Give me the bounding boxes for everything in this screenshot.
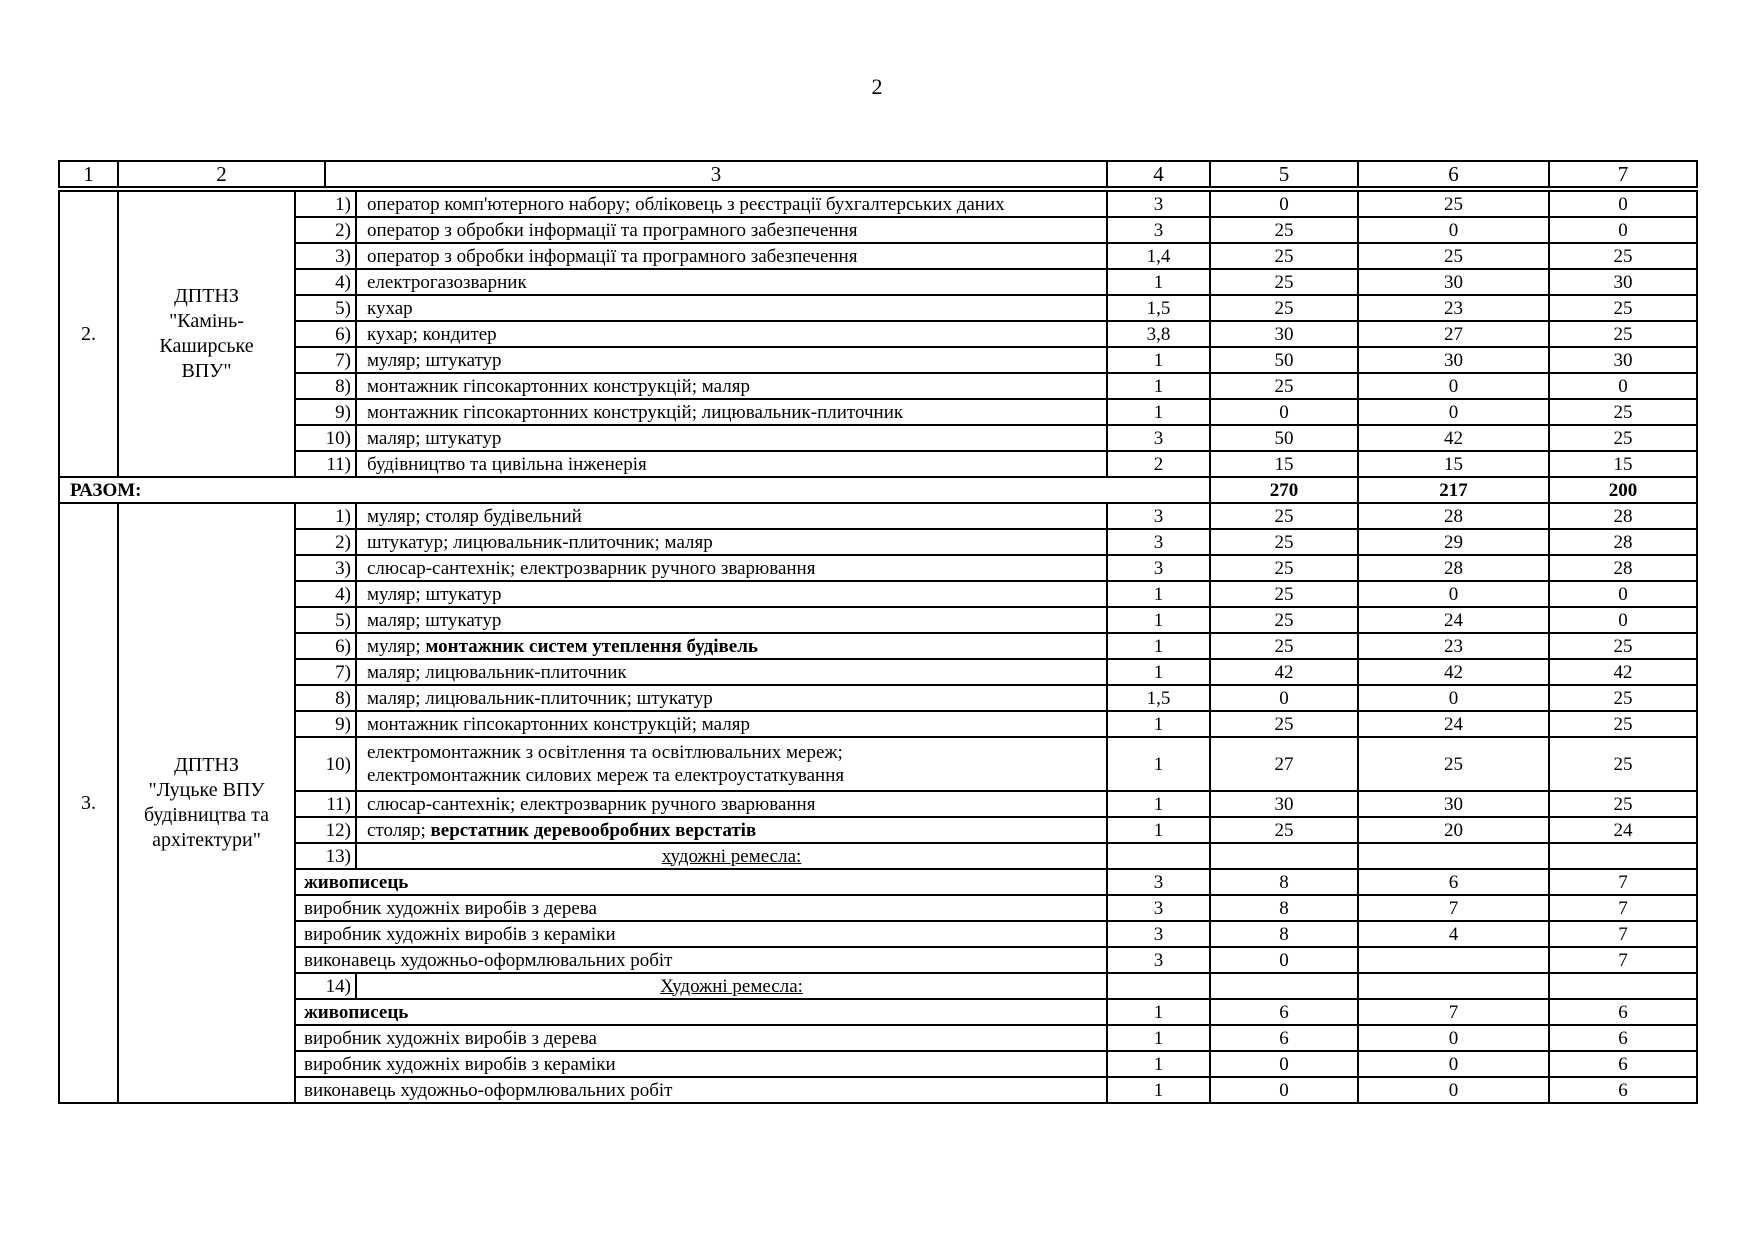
- cell-col-4: 1: [1107, 711, 1210, 737]
- cell-col-4: 3: [1107, 189, 1210, 217]
- cell-col-5: 25: [1210, 711, 1358, 737]
- profession-text: [356, 425, 1107, 451]
- profession-name: оператор з обробки інформації та програмного забезпечення: [367, 245, 858, 267]
- institution-name-line: ВПУ": [181, 360, 232, 382]
- profession-text: [356, 243, 1107, 269]
- cell-col-5: 0: [1210, 189, 1358, 217]
- cell-col-5: 15: [1210, 451, 1358, 477]
- profession-text: [356, 529, 1107, 555]
- section-number: 3.: [59, 503, 118, 1103]
- profession-name-bold: верстатник деревообробних верстатів: [430, 819, 757, 841]
- profession-name: будівництво та цивільна інженерія: [367, 453, 647, 475]
- cell-col-6: 24: [1358, 711, 1549, 737]
- item-number: 9): [295, 711, 356, 737]
- table-row: [59, 321, 1697, 347]
- cell-col-7: 25: [1549, 791, 1697, 817]
- cell-col-7: 6: [1549, 1025, 1697, 1051]
- sub-row: [59, 999, 1697, 1025]
- cell-col-5: 0: [1210, 685, 1358, 711]
- sub-row: [59, 1025, 1697, 1051]
- profession-text: [356, 295, 1107, 321]
- cell-col-4: 3: [1107, 503, 1210, 529]
- cell-col-4: 1: [1107, 633, 1210, 659]
- cell-col-7: 25: [1549, 295, 1697, 321]
- cell-col-4: 1: [1107, 399, 1210, 425]
- profession-name: слюсар-сантехнік; електрозварник ручного зварювання: [367, 793, 816, 815]
- cell-col-7: 24: [1549, 817, 1697, 843]
- cell-col-7: 0: [1549, 189, 1697, 217]
- cell-col-7: 0: [1549, 581, 1697, 607]
- profession-text: [356, 321, 1107, 347]
- profession-name: маляр; лицювальник-плиточник: [367, 661, 627, 683]
- column-number-header-row: [59, 161, 1697, 189]
- total-row: [59, 477, 1697, 503]
- profession-name: кухар; кондитер: [367, 323, 497, 345]
- header-col-2: 2: [118, 161, 325, 189]
- cell-col-5: 6: [1210, 1025, 1358, 1051]
- profession-text: [356, 791, 1107, 817]
- cell-col-4: 3: [1107, 895, 1210, 921]
- table-row: [59, 791, 1697, 817]
- profession-name: монтажник гіпсокартонних конструкцій; лицювальник-плиточник: [367, 401, 904, 423]
- total-col-6: 217: [1358, 477, 1549, 503]
- sub-row: [59, 921, 1697, 947]
- institution-name-line: "Луцьке ВПУ: [148, 779, 265, 801]
- cell-col-7: 25: [1549, 711, 1697, 737]
- table-row: [59, 607, 1697, 633]
- item-number: 14): [295, 973, 356, 999]
- cell-col-5: 30: [1210, 791, 1358, 817]
- page-number: 2: [871, 74, 883, 99]
- profession-text: [356, 399, 1107, 425]
- cell-col-6: 27: [1358, 321, 1549, 347]
- cell-col-5: 25: [1210, 503, 1358, 529]
- cell-col-5: 25: [1210, 555, 1358, 581]
- cell-col-7: 30: [1549, 347, 1697, 373]
- item-number: 4): [295, 581, 356, 607]
- group-title-cell: [356, 843, 1107, 869]
- cell-col-7: 6: [1549, 1077, 1697, 1103]
- profession-name: монтажник гіпсокартонних конструкцій; маляр: [367, 713, 750, 735]
- profession-text: [356, 711, 1107, 737]
- cell-col-5: 0: [1210, 399, 1358, 425]
- cell-col-6: 7: [1358, 999, 1549, 1025]
- cell-col-4: 1: [1107, 373, 1210, 399]
- cell-col-7: 25: [1549, 633, 1697, 659]
- cell-col-7: 30: [1549, 269, 1697, 295]
- cell-col-4: 1,5: [1107, 295, 1210, 321]
- header-col-6: 6: [1358, 161, 1549, 189]
- cell-col-6: 30: [1358, 347, 1549, 373]
- cell-col-6: 0: [1358, 1025, 1549, 1051]
- cell-col-6: 25: [1358, 243, 1549, 269]
- item-number: 4): [295, 269, 356, 295]
- profession-text: [356, 737, 1107, 791]
- cell-col-6: 4: [1358, 921, 1549, 947]
- item-number: 8): [295, 373, 356, 399]
- header-col-3: 3: [325, 161, 1107, 189]
- cell-col-4: 2: [1107, 451, 1210, 477]
- table-row: [59, 711, 1697, 737]
- profession-name: оператор з обробки інформації та програмного забезпечення: [367, 219, 858, 241]
- profession-text: [356, 189, 1107, 217]
- cell-col-4: 3: [1107, 425, 1210, 451]
- table-body: [59, 161, 1697, 1103]
- table-row: [59, 581, 1697, 607]
- item-number: 1): [295, 503, 356, 529]
- cell-col-5: 0: [1210, 947, 1358, 973]
- institution-name-line: "Камінь-: [169, 310, 244, 332]
- table-row: [59, 295, 1697, 321]
- cell-col-5: 50: [1210, 425, 1358, 451]
- sub-profession-name: виконавець художньо-оформлювальних робіт: [295, 1077, 1107, 1103]
- cell-col-5: 25: [1210, 817, 1358, 843]
- cell-col-7: 42: [1549, 659, 1697, 685]
- cell-col-5: 25: [1210, 581, 1358, 607]
- cell-col-7: 28: [1549, 555, 1697, 581]
- cell-col-5: 50: [1210, 347, 1358, 373]
- group-header-row: [59, 843, 1697, 869]
- total-col-7: 200: [1549, 477, 1697, 503]
- item-number: 7): [295, 347, 356, 373]
- cell-col-4: 1: [1107, 999, 1210, 1025]
- table-row: [59, 817, 1697, 843]
- cell-col-4: 1: [1107, 1051, 1210, 1077]
- header-col-4: 4: [1107, 161, 1210, 189]
- cell-col-4: 3: [1107, 869, 1210, 895]
- profession-name: маляр; лицювальник-плиточник; штукатур: [367, 687, 713, 709]
- institution-name-line: ДПТНЗ: [174, 285, 239, 307]
- cell-col-6: 42: [1358, 425, 1549, 451]
- cell-col-5: 0: [1210, 1077, 1358, 1103]
- cell-col-7: 0: [1549, 217, 1697, 243]
- item-number: 6): [295, 633, 356, 659]
- profession-name: кухар: [367, 297, 413, 319]
- cell-col-6: 28: [1358, 555, 1549, 581]
- table-row: [59, 189, 1697, 217]
- sub-profession-name: живописець: [295, 869, 1107, 895]
- item-number: 10): [295, 425, 356, 451]
- institution-name-line: будівництва та: [143, 804, 270, 826]
- group-title: Художні ремесла:: [660, 975, 803, 997]
- item-number: 1): [295, 189, 356, 217]
- table-row: [59, 659, 1697, 685]
- profession-name: маляр; штукатур: [367, 427, 502, 449]
- cell-col-7: 25: [1549, 425, 1697, 451]
- cell-col-4: 1: [1107, 607, 1210, 633]
- cell-col-4: 3: [1107, 947, 1210, 973]
- item-number: 5): [295, 295, 356, 321]
- cell-col-5: 25: [1210, 269, 1358, 295]
- cell-col-5: 30: [1210, 321, 1358, 347]
- cell-col-5: 25: [1210, 243, 1358, 269]
- sub-row: [59, 895, 1697, 921]
- cell-col-6: 30: [1358, 791, 1549, 817]
- profession-text: [356, 607, 1107, 633]
- cell-col-7: 7: [1549, 895, 1697, 921]
- header-col-1: 1: [59, 161, 118, 189]
- table-row: [59, 217, 1697, 243]
- cell-col-6: 30: [1358, 269, 1549, 295]
- profession-line-2: електромонтажник силових мереж та електроустаткування: [367, 765, 845, 786]
- table-row: [59, 399, 1697, 425]
- cell-col-6: 6: [1358, 869, 1549, 895]
- sub-profession-name: живописець: [295, 999, 1107, 1025]
- cell-col-5: 6: [1210, 999, 1358, 1025]
- table-row: [59, 451, 1697, 477]
- profession-text: [356, 269, 1107, 295]
- cell-col-7: 28: [1549, 529, 1697, 555]
- cell-col-4: 1: [1107, 1077, 1210, 1103]
- cell-col-7: 6: [1549, 999, 1697, 1025]
- cell-col-7: 25: [1549, 321, 1697, 347]
- cell-col-7: 25: [1549, 685, 1697, 711]
- cell-col-4: 3: [1107, 921, 1210, 947]
- profession-text: [356, 373, 1107, 399]
- table-row: [59, 555, 1697, 581]
- cell-col-7: 15: [1549, 451, 1697, 477]
- cell-col-5: 8: [1210, 921, 1358, 947]
- header-col-5: 5: [1210, 161, 1358, 189]
- cell-col-7: 6: [1549, 1051, 1697, 1077]
- table-row: [59, 737, 1697, 791]
- item-number: 3): [295, 243, 356, 269]
- cell-col-5: 25: [1210, 373, 1358, 399]
- profession-text: [356, 503, 1107, 529]
- group-header-row: [59, 973, 1697, 999]
- cell-col-7: 7: [1549, 869, 1697, 895]
- table-row: [59, 529, 1697, 555]
- cell-col-7: 7: [1549, 921, 1697, 947]
- cell-col-7: 0: [1549, 373, 1697, 399]
- profession-name: муляр; штукатур: [367, 583, 502, 605]
- sub-row: [59, 947, 1697, 973]
- item-number: 7): [295, 659, 356, 685]
- cell-col-5: 8: [1210, 895, 1358, 921]
- cell-col-7: [1549, 843, 1697, 869]
- cell-col-6: 0: [1358, 399, 1549, 425]
- cell-col-6: 0: [1358, 685, 1549, 711]
- sub-profession-name: виконавець художньо-оформлювальних робіт: [295, 947, 1107, 973]
- table-row: [59, 425, 1697, 451]
- profession-name: оператор комп'ютерного набору; обліковець з реєстрації бухгалтерських даних: [367, 193, 1005, 215]
- table-row: [59, 633, 1697, 659]
- sub-profession-name: виробник художніх виробів з кераміки: [295, 921, 1107, 947]
- group-title: художні ремесла:: [661, 845, 802, 867]
- item-number: 12): [295, 817, 356, 843]
- profession-text: [356, 217, 1107, 243]
- cell-col-4: 3,8: [1107, 321, 1210, 347]
- profession-name: слюсар-сантехнік; електрозварник ручного зварювання: [367, 557, 816, 579]
- cell-col-6: 29: [1358, 529, 1549, 555]
- cell-col-4: 1: [1107, 269, 1210, 295]
- cell-col-7: 25: [1549, 737, 1697, 791]
- table-row: [59, 269, 1697, 295]
- cell-col-4: 1: [1107, 1025, 1210, 1051]
- cell-col-6: 24: [1358, 607, 1549, 633]
- cell-col-4: 1: [1107, 659, 1210, 685]
- profession-text: [356, 685, 1107, 711]
- cell-col-4: 1,4: [1107, 243, 1210, 269]
- total-col-5: 270: [1210, 477, 1358, 503]
- cell-col-4: 3: [1107, 529, 1210, 555]
- profession-name: електрогазозварник: [367, 271, 527, 293]
- cell-col-6: 42: [1358, 659, 1549, 685]
- cell-col-4: 1: [1107, 581, 1210, 607]
- profession-name: монтажник гіпсокартонних конструкцій; маляр: [367, 375, 750, 397]
- sub-profession-name: виробник художніх виробів з дерева: [295, 1025, 1107, 1051]
- profession-name: маляр; штукатур: [367, 609, 502, 631]
- item-number: 9): [295, 399, 356, 425]
- item-number: 8): [295, 685, 356, 711]
- cell-col-4: 1,5: [1107, 685, 1210, 711]
- cell-col-5: 25: [1210, 529, 1358, 555]
- table-row: [59, 347, 1697, 373]
- cell-col-5: 25: [1210, 607, 1358, 633]
- cell-col-6: 25: [1358, 737, 1549, 791]
- sub-row: [59, 1051, 1697, 1077]
- item-number: 11): [295, 451, 356, 477]
- cell-col-6: [1358, 843, 1549, 869]
- profession-name: штукатур; лицювальник-плиточник; маляр: [367, 531, 713, 553]
- profession-text: [356, 555, 1107, 581]
- cell-col-7: 25: [1549, 243, 1697, 269]
- item-number: 6): [295, 321, 356, 347]
- cell-col-6: 23: [1358, 633, 1549, 659]
- cell-col-6: 0: [1358, 217, 1549, 243]
- cell-col-6: 23: [1358, 295, 1549, 321]
- cell-col-6: 28: [1358, 503, 1549, 529]
- sub-profession-name: виробник художніх виробів з кераміки: [295, 1051, 1107, 1077]
- profession-text: [356, 659, 1107, 685]
- cell-col-5: [1210, 843, 1358, 869]
- table-row: [59, 243, 1697, 269]
- cell-col-7: 0: [1549, 607, 1697, 633]
- profession-text: [356, 347, 1107, 373]
- cell-col-5: 0: [1210, 1051, 1358, 1077]
- institution-name-line: Каширське: [159, 335, 254, 357]
- cell-col-4: [1107, 973, 1210, 999]
- institution-name: [118, 503, 295, 1103]
- cell-col-7: 7: [1549, 947, 1697, 973]
- institution-name: [118, 189, 295, 477]
- cell-col-5: 25: [1210, 633, 1358, 659]
- item-number: 11): [295, 791, 356, 817]
- cell-col-6: [1358, 973, 1549, 999]
- profession-line-1: електромонтажник з освітлення та освітлювальних мереж;: [367, 742, 843, 763]
- table-row: [59, 685, 1697, 711]
- cell-col-7: 28: [1549, 503, 1697, 529]
- total-label: РАЗОМ:: [59, 477, 1210, 503]
- cell-col-6: 25: [1358, 189, 1549, 217]
- section-number: 2.: [59, 189, 118, 477]
- cell-col-4: 1: [1107, 791, 1210, 817]
- group-title-cell: [356, 973, 1107, 999]
- item-number: 3): [295, 555, 356, 581]
- cell-col-4: 3: [1107, 555, 1210, 581]
- item-number: 13): [295, 843, 356, 869]
- cell-col-7: 25: [1549, 399, 1697, 425]
- sub-row: [59, 1077, 1697, 1103]
- cell-col-6: 0: [1358, 1077, 1549, 1103]
- cell-col-6: 20: [1358, 817, 1549, 843]
- cell-col-6: [1358, 947, 1549, 973]
- cell-col-5: [1210, 973, 1358, 999]
- profession-name: муляр;: [367, 635, 426, 657]
- cell-col-4: 1: [1107, 737, 1210, 791]
- cell-col-7: [1549, 973, 1697, 999]
- admission-plan-table: [58, 160, 1698, 1104]
- cell-col-4: 1: [1107, 817, 1210, 843]
- cell-col-6: 0: [1358, 581, 1549, 607]
- cell-col-6: 0: [1358, 373, 1549, 399]
- profession-text: [356, 451, 1107, 477]
- cell-col-5: 25: [1210, 295, 1358, 321]
- item-number: 2): [295, 217, 356, 243]
- item-number: 2): [295, 529, 356, 555]
- header-col-7: 7: [1549, 161, 1697, 189]
- cell-col-4: [1107, 843, 1210, 869]
- sub-row: [59, 869, 1697, 895]
- cell-col-6: 7: [1358, 895, 1549, 921]
- table-row: [59, 503, 1697, 529]
- profession-name-bold: монтажник систем утеплення будівель: [425, 635, 758, 657]
- cell-col-4: 3: [1107, 217, 1210, 243]
- item-number: 10): [295, 737, 356, 791]
- profession-name: столяр;: [367, 819, 431, 841]
- institution-name-line: архітектури": [152, 829, 261, 851]
- cell-col-5: 42: [1210, 659, 1358, 685]
- profession-name: муляр; штукатур: [367, 349, 502, 371]
- institution-name-line: ДПТНЗ: [174, 754, 239, 776]
- item-number: 5): [295, 607, 356, 633]
- sub-profession-name: виробник художніх виробів з дерева: [295, 895, 1107, 921]
- profession-text: [356, 633, 1107, 659]
- cell-col-4: 1: [1107, 347, 1210, 373]
- cell-col-5: 27: [1210, 737, 1358, 791]
- cell-col-5: 8: [1210, 869, 1358, 895]
- table-row: [59, 373, 1697, 399]
- profession-text: [356, 581, 1107, 607]
- cell-col-6: 0: [1358, 1051, 1549, 1077]
- cell-col-6: 15: [1358, 451, 1549, 477]
- cell-col-5: 25: [1210, 217, 1358, 243]
- profession-name: муляр; столяр будівельний: [367, 505, 582, 527]
- profession-text: [356, 817, 1107, 843]
